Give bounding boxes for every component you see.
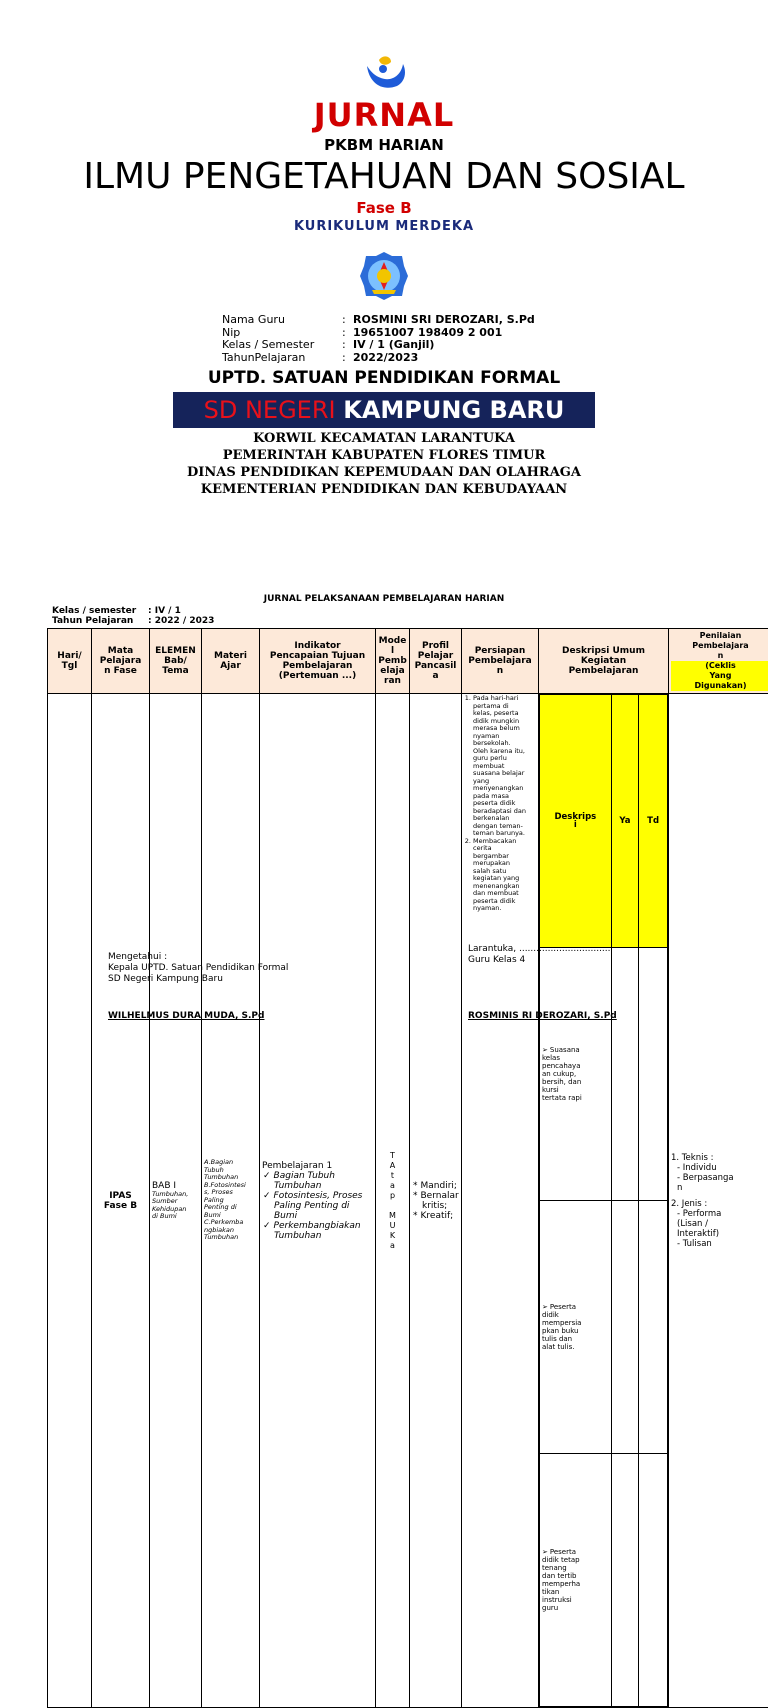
teacher-name: ROSMINI SRI DEROZARI, S.Pd <box>353 314 535 327</box>
phase-label: Fase B <box>0 199 768 217</box>
journal-subtitle: PKBM HARIAN <box>0 136 768 154</box>
table-title: JURNAL PELAKSANAAN PEMBELAJARAN HARIAN <box>0 594 768 604</box>
cell-elemen: BAB I Tumbuhan, Sumber Kehidupan di Bumi <box>150 694 202 1708</box>
tut-wuri-handayani-emblem-icon <box>358 250 410 302</box>
government-lines: KORWIL KECAMATAN LARANTUKA PEMERINTAH KABUPATEN FLORES TIMUR DINAS PENDIDIKAN KEPEMUDAAN DAN OLAHRAGA KEMENTERIAN PENDIDIKAN DAN KEBUDAYAAN <box>0 430 768 498</box>
deskripsi-subtable <box>539 694 668 1707</box>
cell-materi: A.Bagian Tubuh Tumbuhan B.Fotosintesi s, Proses Paling Penting di Bumi C.Perkemba ngbiakan Tumbuhan <box>202 694 260 1708</box>
deskripsi-item: ➢ Peserta didik mempersia pkan buku tulis dan alat tulis. <box>540 1201 612 1454</box>
school-name-banner <box>173 392 595 428</box>
cell-persiapan: 1. Pada hari-hari pertama di kelas, peserta didik mungkin merasa belum nyaman bersekolah. Oleh karena itu, guru perlu membuat suasana belajar yang menyenangkan pada masa peserta didik beradaptasi dan berkenalan dengan teman- teman barunya. 2. Membacakan cerita bergambar merupakan salah satu kegiatan yang menenangkan dan membuat peserta didik nyaman. <box>462 694 539 1708</box>
signature-right-name: ROSMINIS RI DEROZARI, S.Pd <box>468 1011 617 1022</box>
col-penilaian: Penilaian Pembelajara n (Ceklis Yang Digunakan) <box>669 629 768 694</box>
school-name-red: SD NEGERI <box>204 396 336 424</box>
cell-indikator: Pembelajaran 1 ✓ Bagian Tubuh Tumbuhan ✓ Fotosintesis, Proses Paling Penting di Bumi ✓ Perkembangbiakan Tumbuhan <box>260 694 376 1708</box>
ya-subheader: Ya <box>611 695 639 948</box>
journal-title: JURNAL <box>0 96 768 134</box>
academic-year: 2022/2023 <box>353 352 418 365</box>
td-subheader: Td <box>639 695 668 948</box>
col-deskripsi: Deskripsi Umum Kegiatan Pembelajaran <box>539 629 669 694</box>
col-mapel: Mata Pelajara n Fase <box>92 629 150 694</box>
teacher-info: Nama Guru : ROSMINI SRI DEROZARI, S.Pd Nip : 19651007 198409 2 001 Kelas / Semester : IV / 1 (Ganjil) TahunPelajaran : 2022/2023 <box>222 314 535 364</box>
subject-title: ILMU PENGETAHUAN DAN SOSIAL <box>0 156 768 197</box>
deskripsi-item: ➢ Peserta didik tetap tenang dan tertib memperha tikan instruksi guru <box>540 1454 612 1707</box>
signature-left-lines: Mengetahui : Kepala UPTD. Satuan Pendidikan Formal SD Negeri Kampung Baru <box>108 952 288 985</box>
cell-deskripsi <box>539 694 669 1708</box>
deskripsi-item: ➢ Suasana kelas pencahaya an cukup, bersih, dan kursi tertata rapi <box>540 948 612 1201</box>
col-indikator: Indikator Pencapaian Tujuan Pembelajaran (Pertemuan ...) <box>260 629 376 694</box>
signature-left-name: WILHELMUS DURA MUDA, S.Pd <box>108 1011 264 1022</box>
col-hari: Hari/ Tgl <box>48 629 92 694</box>
cell-profil: * Mandiri; * Bernalar kritis; * Kreatif; <box>410 694 462 1708</box>
class-semester: IV / 1 (Ganjil) <box>353 339 434 352</box>
penilaian-note: (Ceklis Yang Digunakan) <box>671 661 768 691</box>
curriculum-label: KURIKULUM MERDEKA <box>0 219 768 234</box>
class-info: Kelas / semester : IV / 1 Tahun Pelajaran : 2022 / 2023 <box>52 606 214 626</box>
col-profil: Profil Pelajar Pancasil a <box>410 629 462 694</box>
col-model: Mode l Pemb elaja ran <box>376 629 410 694</box>
journal-table <box>47 628 768 1708</box>
deskripsi-subheader: Deskrips i <box>540 695 612 948</box>
col-elemen: ELEMEN Bab/ Tema <box>150 629 202 694</box>
table-row <box>48 694 768 1708</box>
school-name-white: KAMPUNG BARU <box>343 396 564 424</box>
cell-mapel: IPAS Fase B <box>92 694 150 1708</box>
col-materi: Materi Ajar <box>202 629 260 694</box>
teacher-nip: 19651007 198409 2 001 <box>353 327 502 340</box>
signature-right-lines: Larantuka, ................................ Guru Kelas 4 <box>468 944 611 966</box>
pkbm-logo-icon <box>357 52 409 100</box>
cell-penilaian: 1. Teknis : - Individu - Berpasanga n 2. Jenis : - Performa (Lisan / Interaktif) - Tulisan <box>669 694 768 1708</box>
school-unit: UPTD. SATUAN PENDIDIKAN FORMAL <box>0 368 768 388</box>
col-persiapan: Persiapan Pembelajara n <box>462 629 539 694</box>
cell-hari <box>48 694 92 1708</box>
cell-model: T A t a p M U K a <box>376 694 410 1708</box>
